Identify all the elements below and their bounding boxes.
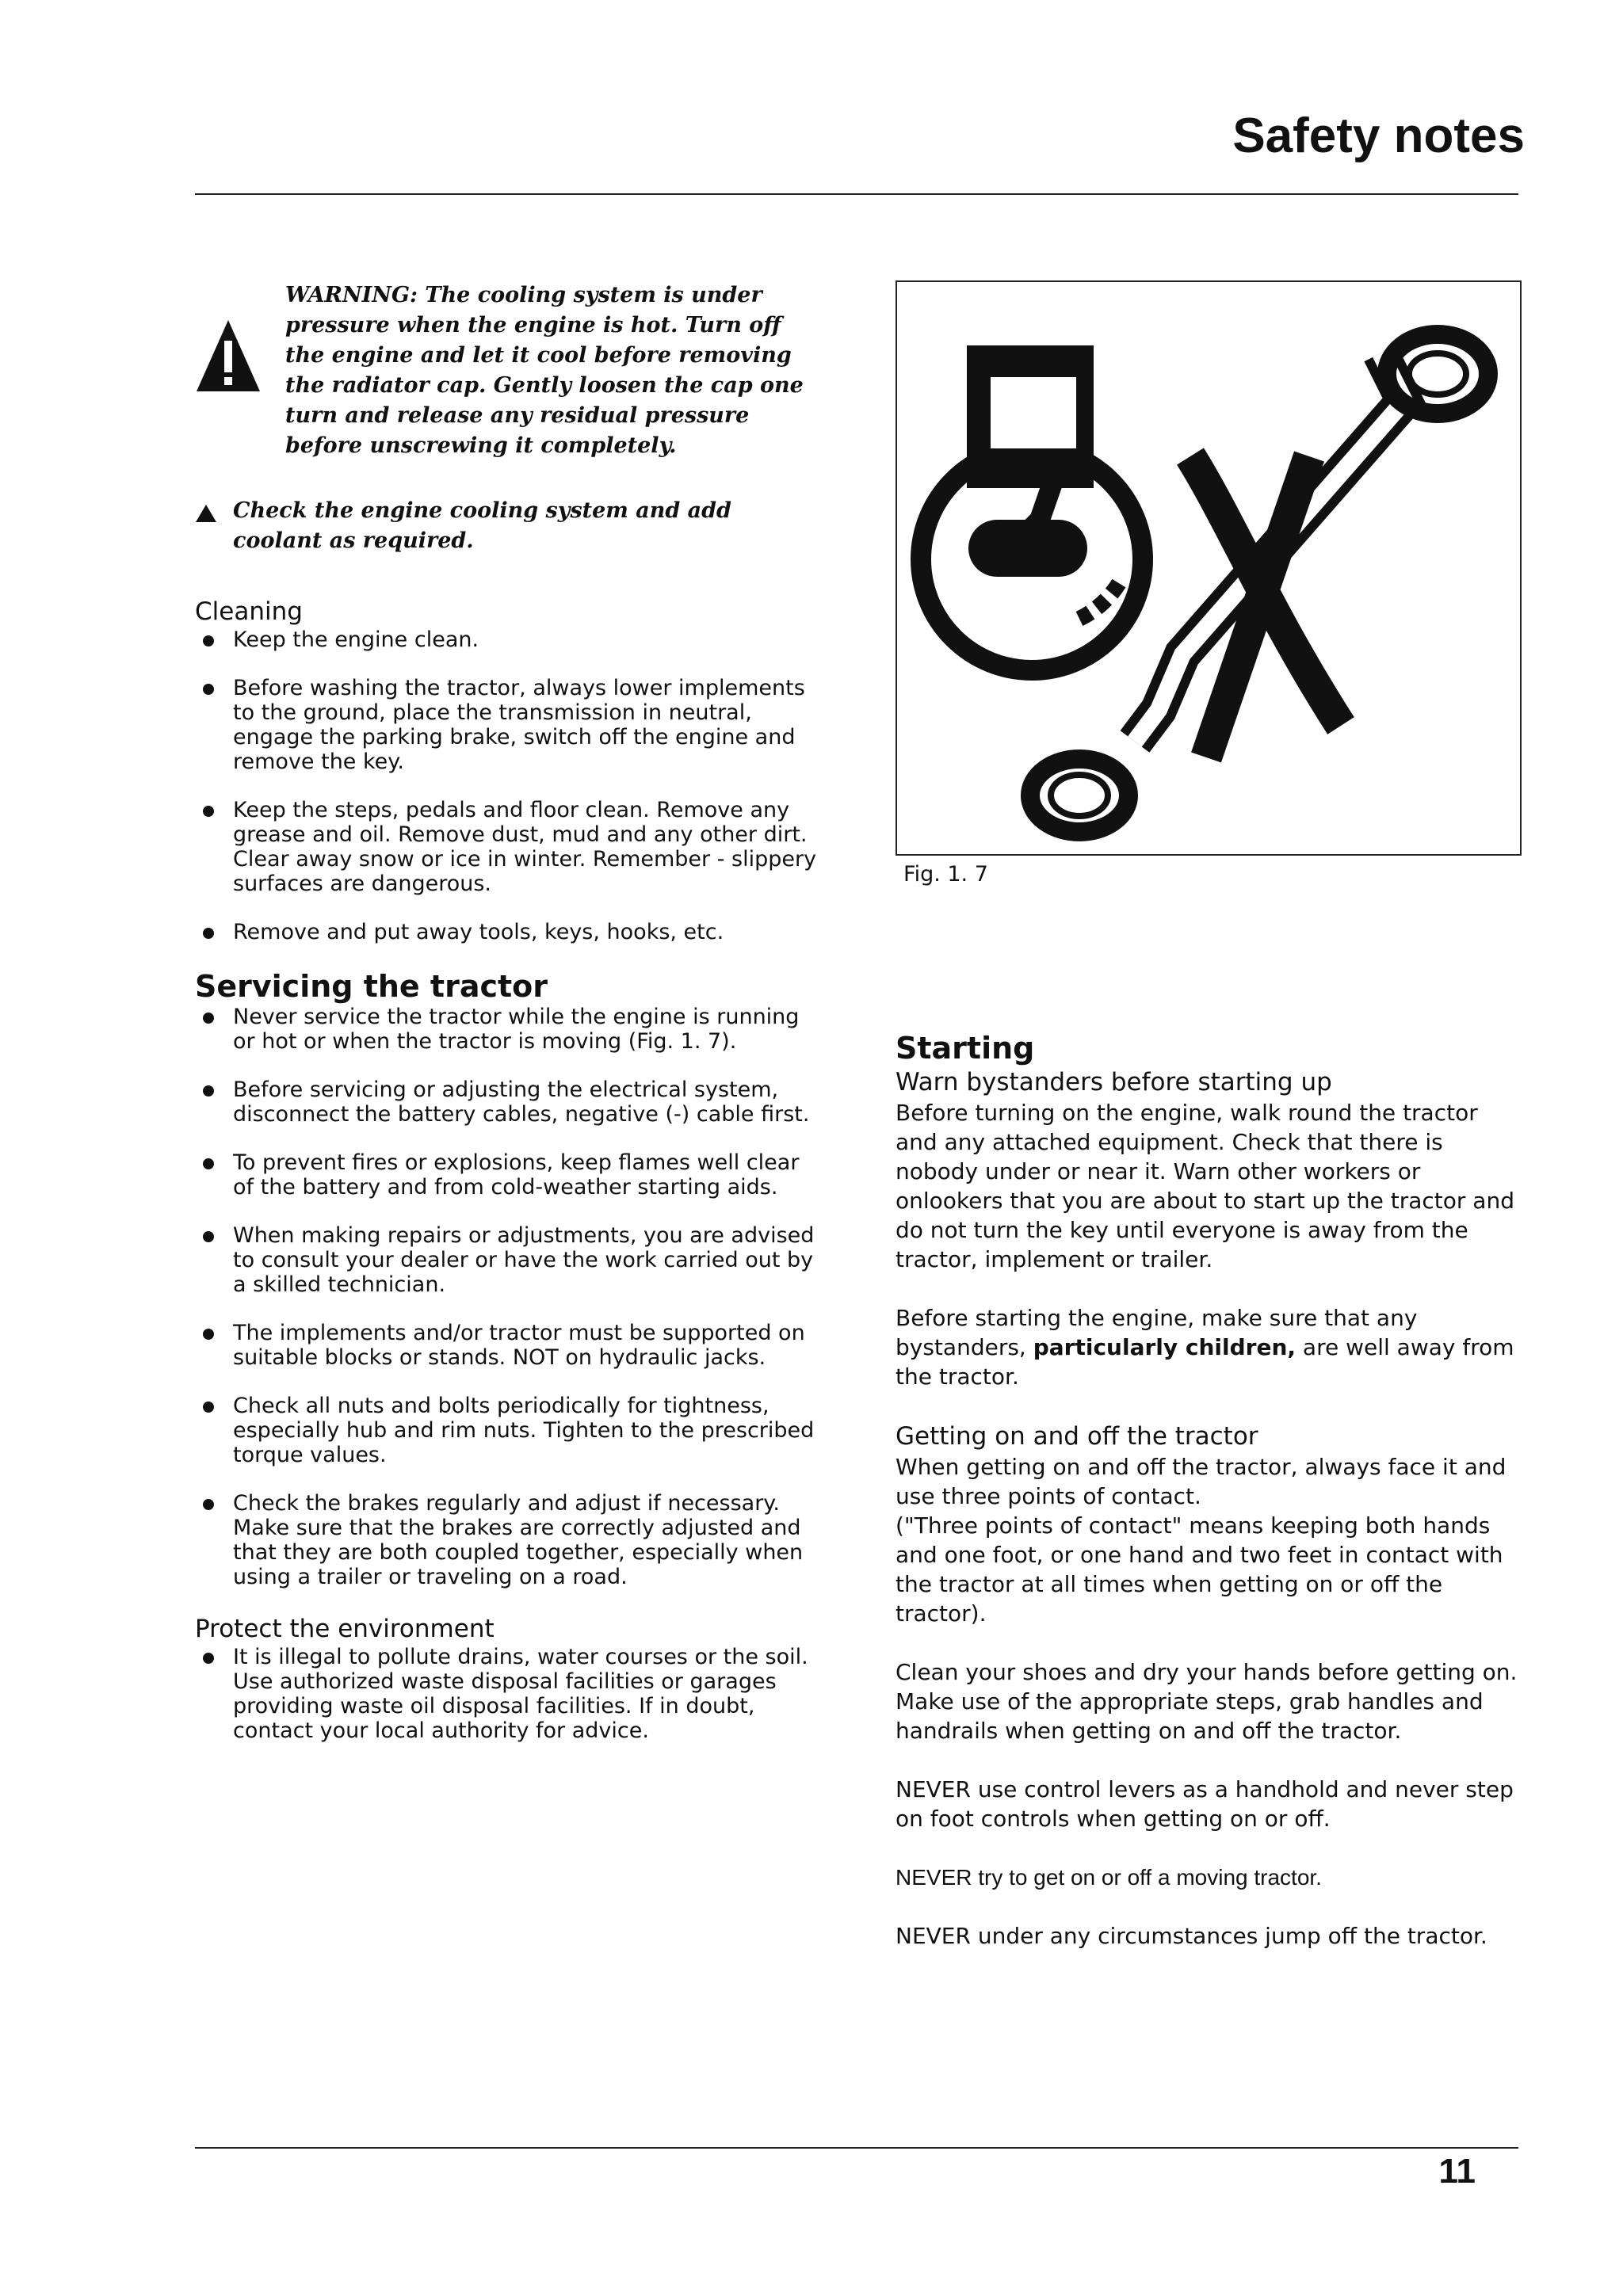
list-item: When making repairs or adjustments, you are advised to consult your dealer or have the work carried out by a skilled technician. xyxy=(195,1223,821,1297)
page-number: 11 xyxy=(1438,2152,1476,2191)
note-triangle-icon xyxy=(195,504,217,523)
page-title: Safety notes xyxy=(1232,109,1525,163)
warn-bystanders-heading: Warn bystanders before starting up xyxy=(896,1068,1332,1097)
environment-list xyxy=(195,1645,821,1743)
coolant-note xyxy=(195,496,821,556)
list-item: Keep the steps, pedals and floor clean. Remove any grease and oil. Remove dust, mud and any other dirt. Clear away snow or ice in winter. Remember - slippery surfaces are dangerous. xyxy=(195,798,821,896)
footer-rule xyxy=(195,2147,1518,2149)
left-column xyxy=(195,280,821,1767)
getting-on-paragraph-2: ("Three points of contact" means keeping both hands and one foot, or one hand and two feet in contact with the tractor at all times when getting on or off the tractor). xyxy=(896,1512,1503,1627)
coolant-note-text: Check the engine cooling system and add coolant as required. xyxy=(233,498,731,553)
list-item: Remove and put away tools, keys, hooks, etc. xyxy=(195,920,821,944)
servicing-heading: Servicing the tractor xyxy=(195,969,548,1004)
warning-body: The cooling system is under pressure when the engine is hot. Turn off the engine and let it cool before removing the radiator cap. Gently loosen the cap one turn and release any residual pressure before unscrewing it completely. xyxy=(285,283,804,458)
list-item: To prevent fires or explosions, keep flames well clear of the battery and from cold-weather starting aids. xyxy=(195,1150,821,1199)
warning-label: WARNING: xyxy=(285,283,418,307)
list-item: Before servicing or adjusting the electrical system, disconnect the battery cables, negative (-) cable first. xyxy=(195,1077,821,1127)
engine-wrench-prohibited-icon xyxy=(897,282,1520,854)
list-item: The implements and/or tractor must be supported on suitable blocks or stands. NOT on hydraulic jacks. xyxy=(195,1321,821,1370)
getting-on-paragraph-6: NEVER under any circumstances jump off the tractor. xyxy=(896,1923,1487,1949)
getting-on-paragraph-5: NEVER try to get on or off a moving tractor. xyxy=(896,1865,1322,1890)
servicing-list xyxy=(195,1005,821,1589)
starting-paragraph-1: Before turning on the engine, walk round the tractor and any attached equipment. Check that there is nobody under or near it. Warn other workers or onlookers that you are about to start up the tractor and do not turn the key until everyone is away from the tractor, implement or trailer. xyxy=(896,1100,1514,1272)
figure-caption: Fig. 1. 7 xyxy=(903,862,988,887)
list-item: Check all nuts and bolts periodically for tightness, especially hub and rim nuts. Tighten to the prescribed torque values. xyxy=(195,1394,821,1467)
starting-heading: Starting xyxy=(896,1031,1035,1066)
getting-on-heading: Getting on and off the tractor xyxy=(896,1422,1258,1451)
environment-heading: Protect the environment xyxy=(195,1615,495,1643)
warning-text xyxy=(285,280,821,461)
list-item: It is illegal to pollute drains, water courses or the soil. Use authorized waste disposal facilities or garages providing waste oil disposal facilities. If in doubt, contact your local authority for advice. xyxy=(195,1645,821,1743)
cleaning-heading: Cleaning xyxy=(195,597,303,626)
list-item: Keep the engine clean. xyxy=(195,627,821,652)
list-item: Check the brakes regularly and adjust if necessary. Make sure that the brakes are correctly adjusted and that they are both coupled together, especially when using a trailer or traveling on a road. xyxy=(195,1491,821,1589)
starting-paragraph-2 xyxy=(896,1303,1522,1391)
getting-on-paragraph-4: NEVER use control levers as a handhold and never step on foot controls when getting on or off. xyxy=(896,1776,1514,1832)
starting-p2-end: are well away from the tractor. xyxy=(896,1334,1514,1390)
cleaning-list xyxy=(195,627,821,944)
starting-p2-start: Before starting the engine, make sure that any bystanders, xyxy=(896,1305,1418,1360)
getting-on-paragraph-3: Clean your shoes and dry your hands before getting on. Make use of the appropriate steps, grab handles and handrails when getting on and off the tractor. xyxy=(896,1659,1518,1744)
header-rule xyxy=(195,193,1518,195)
list-item: Before washing the tractor, always lower implements to the ground, place the transmission in neutral, engage the parking brake, switch off the engine and remove the key. xyxy=(195,676,821,774)
warning-triangle-icon xyxy=(195,318,262,395)
warning-block xyxy=(195,280,821,461)
list-item: Never service the tractor while the engine is running or hot or when the tractor is moving (Fig. 1. 7). xyxy=(195,1005,821,1054)
getting-on-paragraph-1: When getting on and off the tractor, always face it and use three points of contact. xyxy=(896,1454,1507,1509)
figure-no-service-running-engine xyxy=(896,280,1522,856)
right-column xyxy=(896,1030,1522,1980)
starting-p2-emphasis: particularly children, xyxy=(1033,1334,1296,1360)
